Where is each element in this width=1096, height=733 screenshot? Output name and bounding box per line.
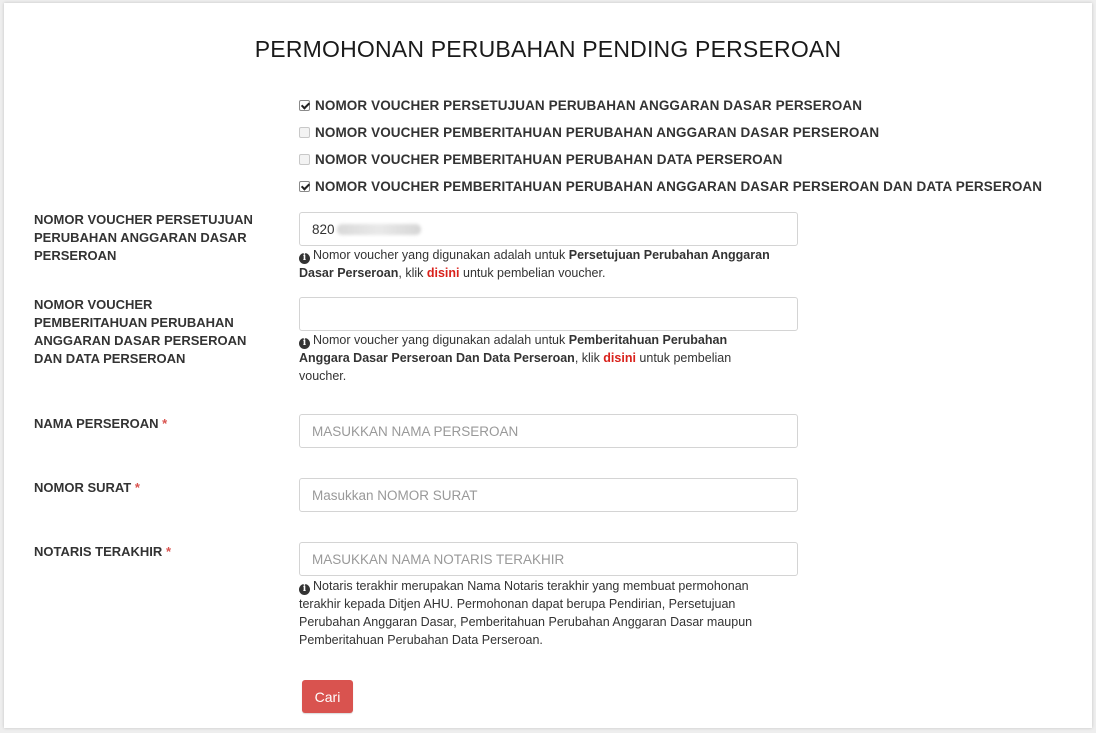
help-text: Nomor voucher yang digunakan adalah untuk: [313, 333, 569, 347]
option-label: NOMOR VOUCHER PEMBERITAHUAN PERUBAHAN DATA PERSEROAN: [315, 152, 783, 167]
help-text: untuk pembelian voucher.: [459, 266, 606, 280]
help-text: Notaris terakhir merupakan Nama Notaris terakhir yang membuat permohonan terakhir kepada Ditjen AHU. Permohonan dapat berupa Pendirian, Persetujuan Perubahan Anggaran Dasar, Pemberitahuan Perubahan Anggaran Dasar maupun Pemberitahuan Perubahan Data Perseroan.: [299, 579, 753, 647]
label-text: NAMA PERSEROAN: [34, 416, 159, 431]
voucher-pemberitahuan-input[interactable]: [299, 297, 798, 331]
voucher-persetujuan-value: 820: [312, 221, 335, 237]
voucher-pemberitahuan-label: NOMOR VOUCHER PEMBERITAHUAN PERUBAHAN ANGGARAN DASAR PERSEROAN DAN DATA PERSEROAN: [34, 297, 247, 366]
required-mark: *: [162, 416, 168, 431]
info-icon: i: [299, 584, 310, 595]
option-pemberitahuan-data[interactable]: [299, 146, 1042, 173]
option-pemberitahuan-ad[interactable]: [299, 119, 1042, 146]
page-title: PERMOHONAN PERUBAHAN PENDING PERSEROAN: [254, 36, 842, 62]
label-text: NOTARIS TERAKHIR: [34, 544, 163, 559]
notaris-terakhir-help: [299, 577, 777, 649]
option-persetujuan-ad[interactable]: [299, 92, 1042, 119]
help-text: , klik: [574, 351, 604, 365]
nama-perseroan-input[interactable]: [299, 414, 798, 448]
voucher-type-options: [299, 92, 1042, 200]
buy-voucher-link[interactable]: disini: [603, 351, 636, 365]
notaris-terakhir-label: [34, 543, 264, 561]
voucher-persetujuan-help: [299, 246, 799, 282]
option-label: NOMOR VOUCHER PEMBERITAHUAN PERUBAHAN ANGGARAN DASAR PERSEROAN: [315, 125, 880, 140]
voucher-persetujuan-label: NOMOR VOUCHER PERSETUJUAN PERUBAHAN ANGGARAN DASAR PERSEROAN: [34, 212, 253, 263]
required-mark: *: [165, 544, 171, 559]
search-button[interactable]: Cari: [302, 680, 353, 713]
buy-voucher-link[interactable]: disini: [426, 266, 460, 280]
input-placeholder: Masukkan NOMOR SURAT: [312, 487, 478, 503]
help-text: Nomor voucher yang digunakan adalah untuk: [313, 248, 569, 262]
help-bold-text: Persetujuan Perubahan Anggaran Dasar Perseroan: [299, 248, 770, 280]
checkbox-pemberitahuan-ad[interactable]: [299, 127, 310, 138]
notaris-terakhir-input[interactable]: [299, 542, 798, 576]
nomor-surat-input[interactable]: [299, 478, 798, 512]
checkbox-pemberitahuan-ad-dan-data[interactable]: [299, 181, 310, 192]
info-icon: i: [299, 338, 310, 349]
help-text: , klik: [398, 266, 427, 280]
option-label: NOMOR VOUCHER PERSETUJUAN PERUBAHAN ANGGARAN DASAR PERSEROAN: [315, 98, 863, 113]
nama-perseroan-label: [34, 415, 264, 433]
checkbox-pemberitahuan-data[interactable]: [299, 154, 310, 165]
info-icon: i: [299, 253, 310, 264]
nomor-surat-label: [34, 479, 264, 497]
label-text: NOMOR SURAT: [34, 480, 132, 495]
input-placeholder: MASUKKAN NAMA NOTARIS TERAKHIR: [312, 551, 565, 567]
redacted-digits: [337, 224, 421, 235]
checkbox-persetujuan-ad[interactable]: [299, 100, 310, 111]
help-bold-text: Pemberitahuan Perubahan Anggara Dasar Perseroan Dan Data Perseroan: [299, 333, 728, 365]
help-text: untuk pembelian voucher.: [299, 351, 732, 383]
input-placeholder: MASUKKAN NAMA PERSEROAN: [312, 423, 519, 439]
option-label: NOMOR VOUCHER PEMBERITAHUAN PERUBAHAN ANGGARAN DASAR PERSEROAN DAN DATA PERSEROAN: [315, 179, 1043, 194]
option-pemberitahuan-ad-dan-data[interactable]: [299, 173, 1042, 200]
voucher-pemberitahuan-help: [299, 331, 759, 385]
voucher-persetujuan-input[interactable]: [299, 212, 798, 246]
required-mark: *: [134, 480, 140, 495]
